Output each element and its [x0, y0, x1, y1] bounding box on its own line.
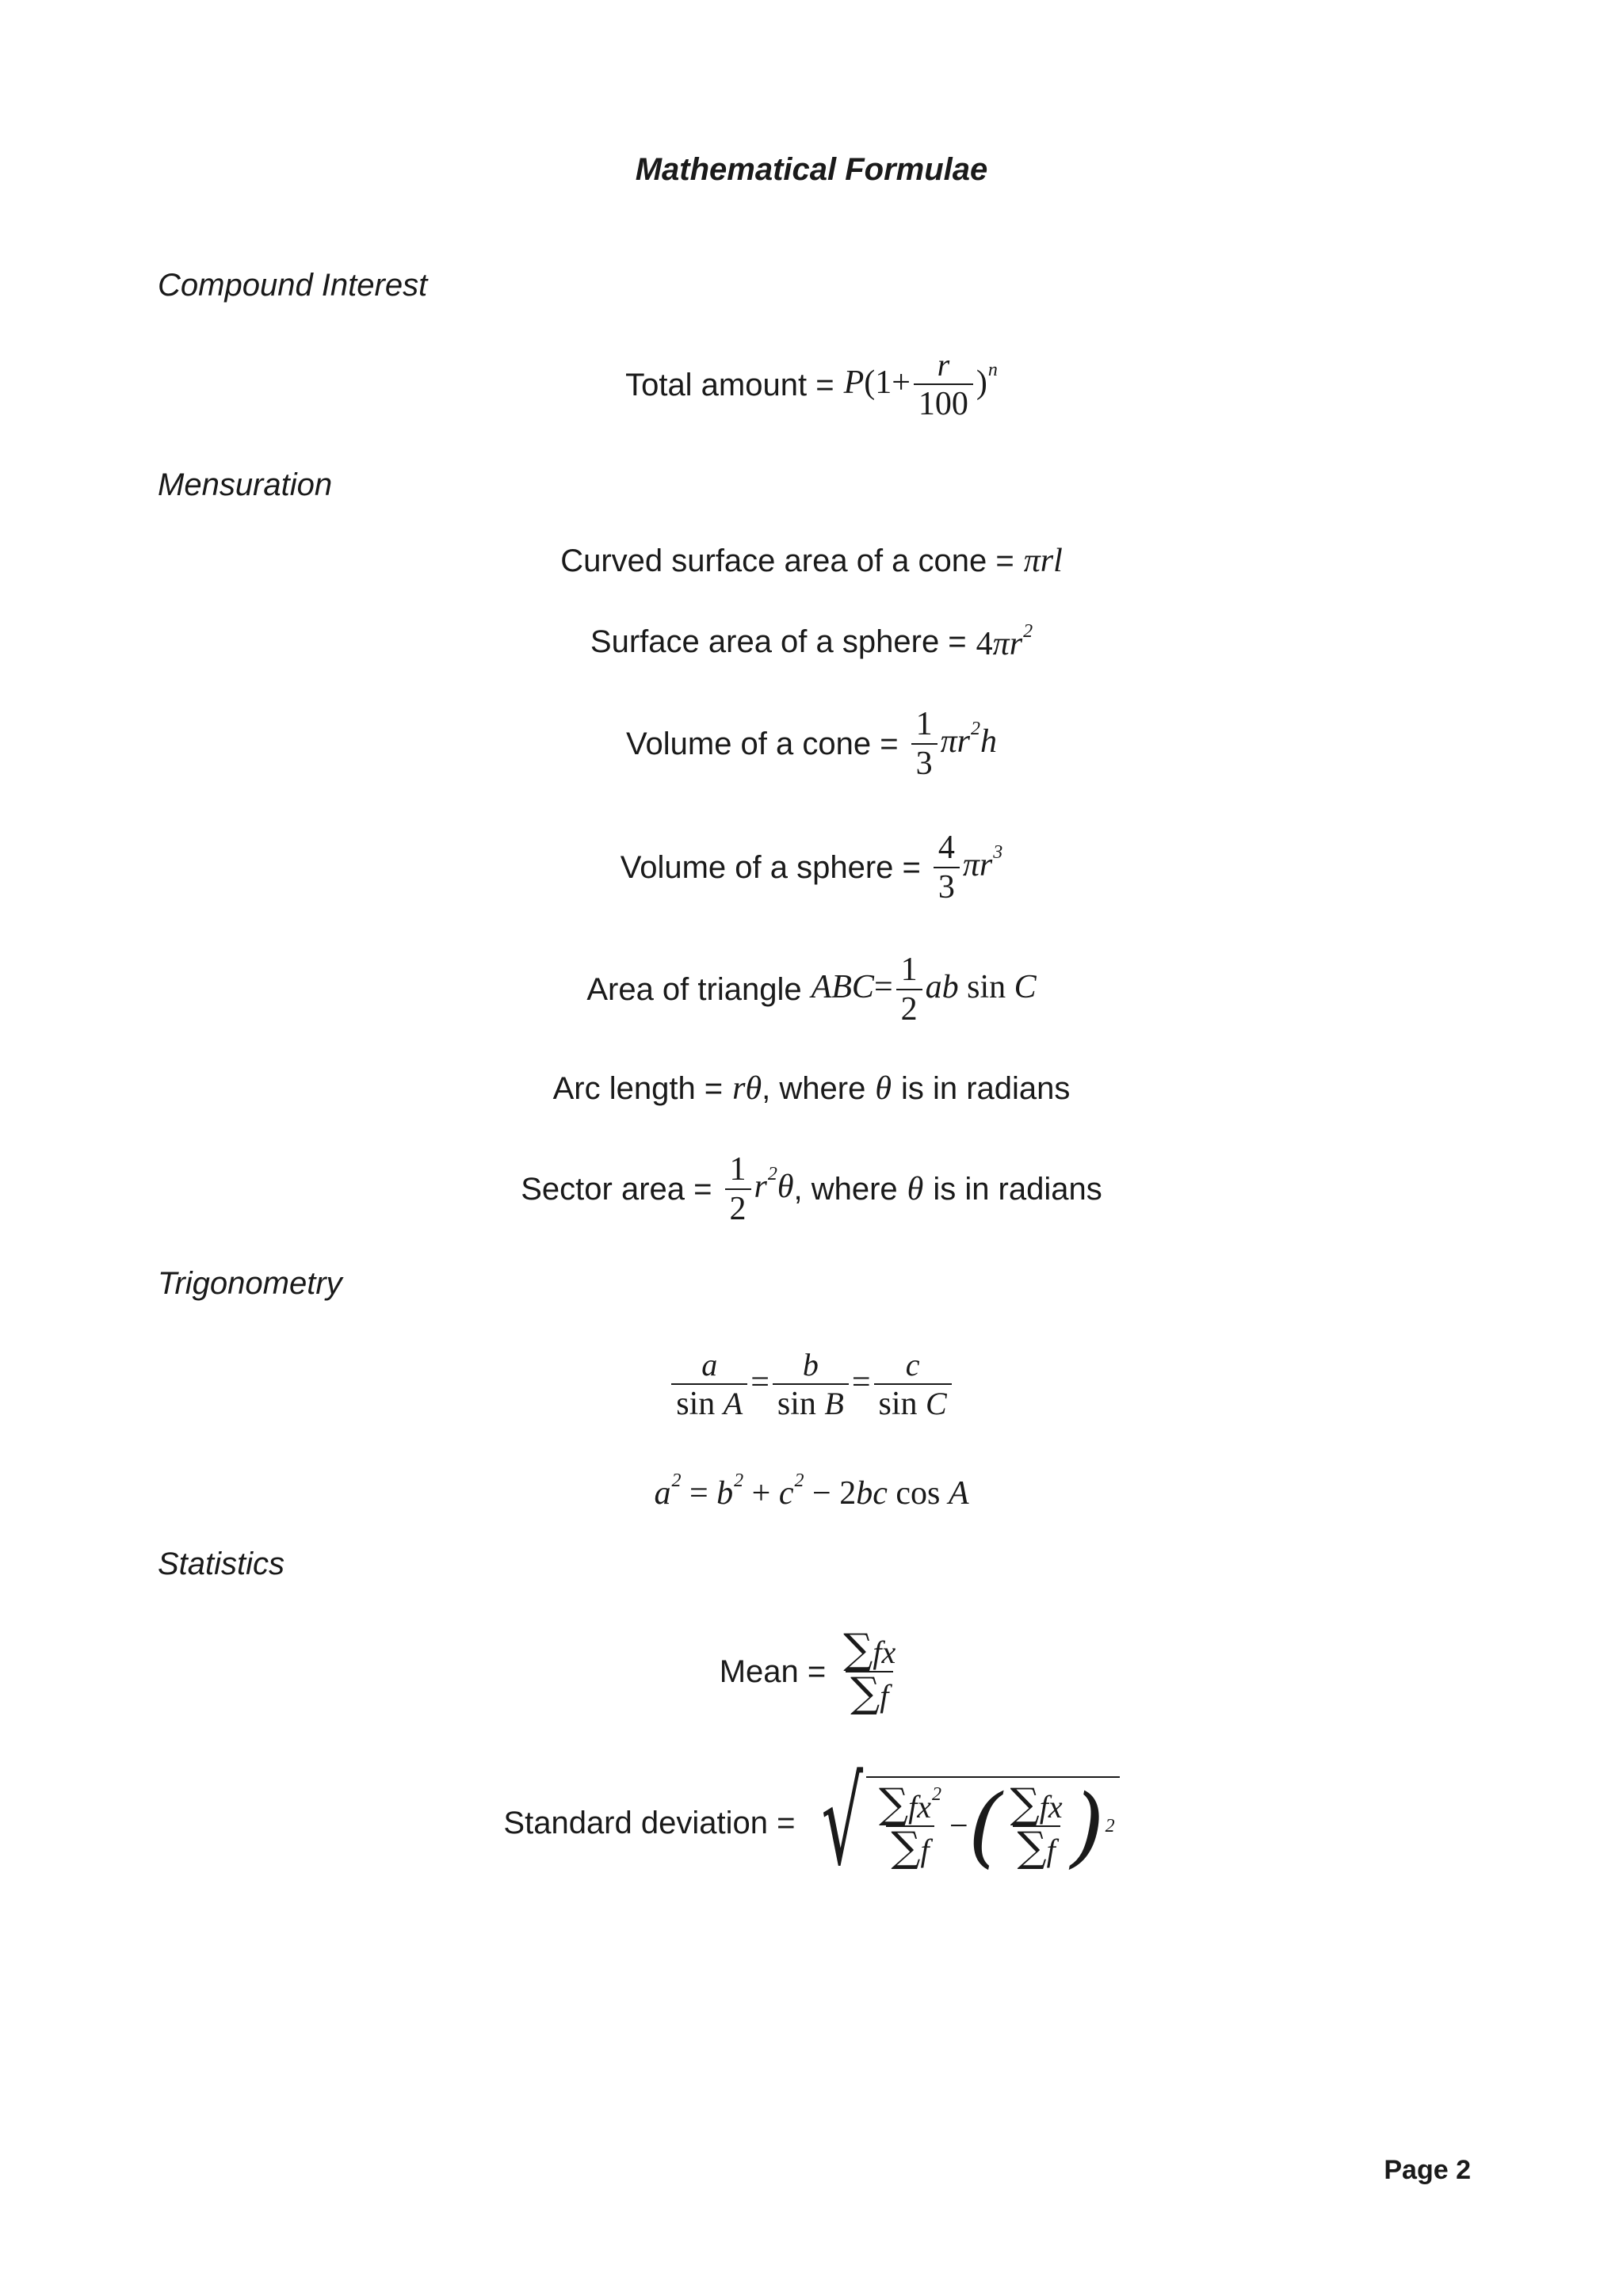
- page-title: Mathematical Formulae: [635, 152, 988, 187]
- arc-where-text: , where: [762, 1070, 866, 1106]
- volume-sphere-expression: $\frac{4}{3}$ $\pi r^3$: [930, 829, 1002, 907]
- section-compound-interest: Compound Interest: [158, 268, 428, 303]
- sector-where-text: , where: [793, 1171, 898, 1207]
- area-triangle-label: Area of triangle: [586, 971, 802, 1007]
- section-trigonometry: Trigonometry: [158, 1266, 342, 1301]
- arc-theta-symbol: θ: [875, 1070, 892, 1107]
- surface-sphere-label: Surface area of a sphere =: [590, 624, 967, 659]
- total-amount-label: Total amount =: [625, 367, 834, 402]
- arc-radians-text: is in radians: [900, 1070, 1071, 1106]
- std-dev-expression: √ $\frac{\sum fx^2}{\sum f}$ − ( $\frac{\sum fx}{\sum f}$ ) 2: [804, 1764, 1119, 1882]
- sector-area-label: Sector area =: [521, 1171, 712, 1207]
- formula-mean: [0, 1626, 1623, 1717]
- formula-cosine-rule: [0, 1470, 1623, 1512]
- formula-curved-surface-cone: [0, 542, 1623, 580]
- formula-total-amount: [0, 347, 1623, 423]
- section-mensuration: Mensuration: [158, 467, 333, 502]
- volume-cone-expression: $\frac{1}{3}$ $\pi r^2h$: [908, 705, 997, 784]
- arc-length-label: Arc length =: [552, 1070, 724, 1106]
- formula-volume-sphere: [0, 829, 1623, 907]
- curved-surface-expression: πrl: [1023, 543, 1063, 579]
- volume-cone-label: Volume of a cone =: [626, 726, 899, 761]
- cosine-rule-expression: $a^2 = b^2 + c^2 - 2bc$ cos A: [654, 1470, 969, 1512]
- surface-sphere-expression: $4\pi r^2$: [976, 621, 1033, 662]
- formula-sine-rule: [0, 1347, 1623, 1423]
- sector-area-expression: $\frac{1}{2}$ $r^2\theta$: [722, 1150, 794, 1229]
- mean-label: Mean =: [719, 1653, 827, 1689]
- arc-length-expression: rθ: [732, 1070, 762, 1107]
- formula-surface-sphere: [0, 621, 1623, 663]
- formula-standard-deviation: [0, 1754, 1623, 1892]
- section-statistics: Statistics: [158, 1547, 285, 1581]
- formula-area-triangle: [0, 951, 1623, 1029]
- area-triangle-expression: ABC= $\frac{1}{2}$ ab sin C: [811, 952, 1037, 1028]
- sector-theta-symbol: θ: [907, 1171, 924, 1208]
- total-amount-expression: P(1+ $\frac{r}{100}$ )$^n$: [843, 347, 998, 422]
- formula-arc-length: [0, 1070, 1623, 1108]
- mean-expression: $\frac{\sum fx}{\sum f}$: [843, 1626, 896, 1717]
- sector-radians-text: is in radians: [933, 1171, 1102, 1207]
- sine-rule-expression: $\frac{a}{\text{sin A}}$ = $\frac{b}{\text{sin B}}$ = $\frac{c}{\text{sin C}}$: [668, 1347, 954, 1423]
- curved-surface-label: Curved surface area of a cone =: [560, 543, 1014, 578]
- formula-volume-cone: [0, 705, 1623, 784]
- formula-sector-area: [0, 1150, 1623, 1229]
- volume-sphere-label: Volume of a sphere =: [620, 849, 921, 885]
- std-dev-label: Standard deviation =: [503, 1805, 796, 1840]
- page-number: Page 2: [1384, 2155, 1471, 2185]
